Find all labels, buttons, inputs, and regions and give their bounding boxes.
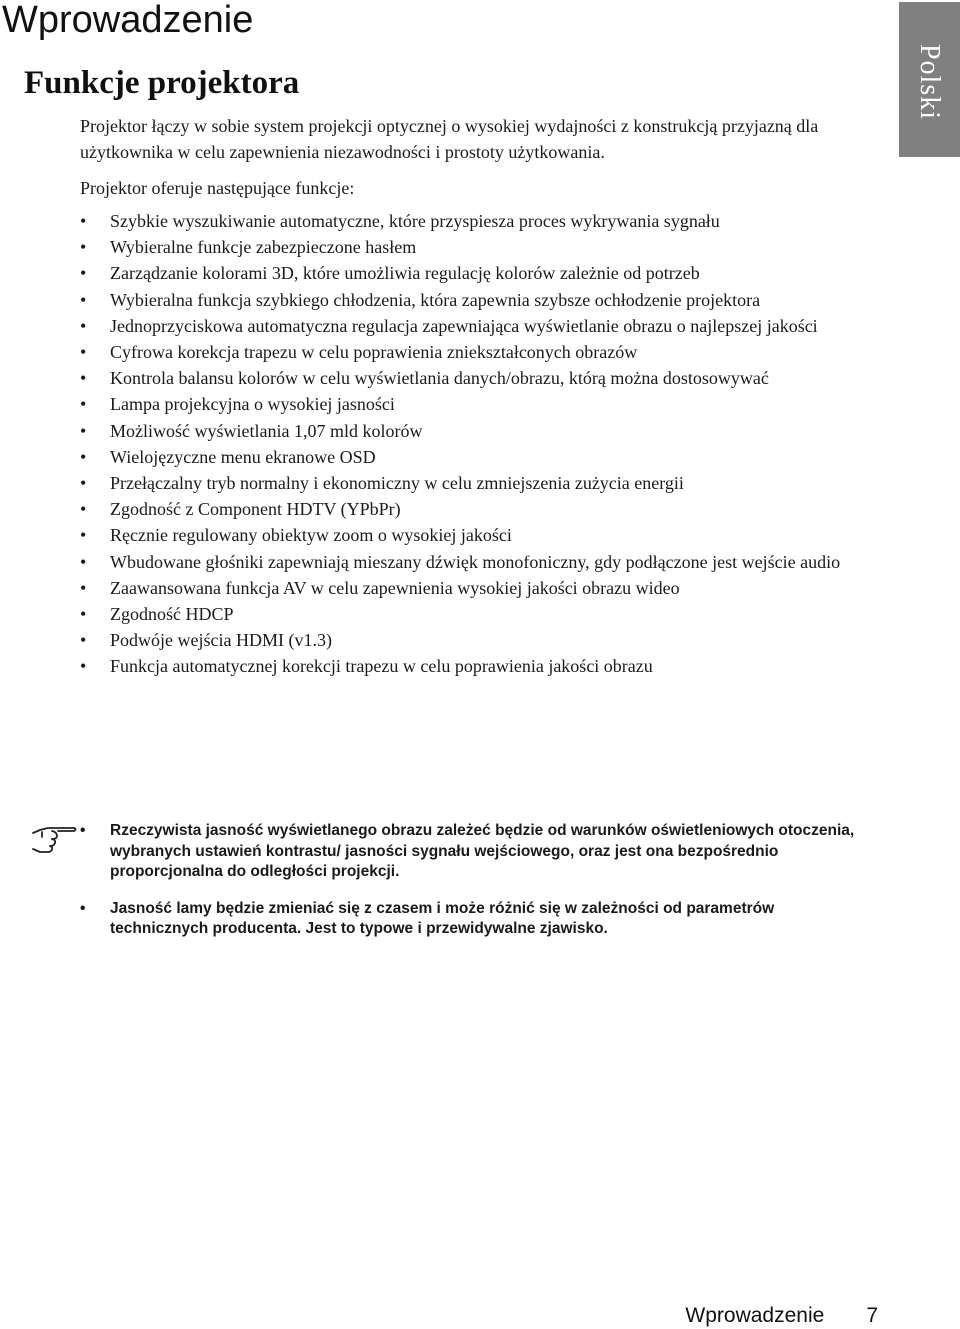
footer-page-number: 7 bbox=[866, 1304, 878, 1327]
note-item bbox=[80, 821, 870, 883]
language-tab bbox=[899, 2, 960, 157]
feature-item bbox=[80, 313, 880, 339]
feature-item bbox=[80, 601, 880, 627]
feature-item bbox=[80, 522, 880, 548]
bullet-icon: • bbox=[80, 604, 87, 625]
feature-text: Zgodność HDCP bbox=[110, 604, 234, 625]
feature-item bbox=[80, 627, 880, 653]
bullet-icon: • bbox=[80, 656, 87, 677]
feature-text: Wbudowane głośniki zapewniają mieszany dźwięk monofoniczny, gdy podłączone jest wejście audio bbox=[110, 551, 841, 572]
feature-text: Wielojęzyczne menu ekranowe OSD bbox=[110, 446, 376, 467]
feature-item bbox=[80, 496, 880, 522]
feature-text: Jednoprzyciskowa automatyczna regulacja zapewniająca wyświetlanie obrazu o najlepszej jakości bbox=[110, 315, 818, 336]
feature-text: Kontrola balansu kolorów w celu wyświetlania danych/obrazu, którą można dostosowywać bbox=[110, 368, 769, 389]
feature-item bbox=[80, 653, 880, 679]
bullet-icon: • bbox=[80, 342, 87, 363]
pointing-hand-icon bbox=[30, 820, 80, 856]
bullet-icon: • bbox=[80, 446, 87, 467]
feature-text: Wybieralne funkcje zabezpieczone hasłem bbox=[110, 237, 417, 258]
bullet-icon: • bbox=[80, 822, 86, 839]
bullet-icon: • bbox=[80, 211, 87, 231]
bullet-icon: • bbox=[80, 420, 87, 441]
feature-item bbox=[80, 287, 880, 313]
bullet-icon: • bbox=[80, 394, 87, 415]
feature-item bbox=[80, 391, 880, 417]
features-list bbox=[80, 208, 880, 680]
feature-item bbox=[80, 365, 880, 391]
feature-item bbox=[80, 418, 880, 444]
bullet-icon: • bbox=[80, 263, 87, 284]
features-lead: Projektor oferuje następujące funkcje: bbox=[80, 178, 355, 198]
feature-text: Przełączalny tryb normalny i ekonomiczny w celu zmniejszenia zużycia energii bbox=[110, 473, 684, 494]
feature-text: Funkcja automatycznej korekcji trapezu w celu poprawienia jakości obrazu bbox=[110, 656, 653, 677]
bullet-icon: • bbox=[80, 368, 87, 389]
bullet-icon: • bbox=[80, 630, 87, 651]
bullet-icon: • bbox=[80, 551, 87, 572]
feature-item bbox=[80, 339, 880, 365]
feature-text: Podwóje wejścia HDMI (v1.3) bbox=[110, 630, 332, 651]
bullet-icon: • bbox=[80, 289, 87, 310]
feature-text: Zarządzanie kolorami 3D, które umożliwia regulację kolorów zależnie od potrzeb bbox=[110, 263, 700, 284]
feature-item bbox=[80, 470, 880, 496]
section-title: Funkcje projektora bbox=[24, 65, 300, 101]
bullet-icon: • bbox=[80, 237, 87, 258]
feature-text: Ręcznie regulowany obiektyw zoom o wysokiej jakości bbox=[110, 525, 512, 546]
page-footer bbox=[685, 1303, 878, 1329]
feature-item bbox=[80, 234, 880, 260]
bullet-icon: • bbox=[80, 577, 87, 598]
feature-item bbox=[80, 208, 880, 234]
bullet-icon: • bbox=[80, 473, 87, 494]
intro-paragraph: Projektor łączy w sobie system projekcji optycznej o wysokiej wydajności z konstrukcją przyjazną dla użytkownika w celu zapewnienia niezawodności i prostoty użytkowania. bbox=[80, 116, 819, 162]
bullet-icon: • bbox=[80, 315, 87, 336]
bullet-icon: • bbox=[80, 499, 87, 520]
bullet-icon: • bbox=[80, 899, 86, 917]
note-text: Jasność lamy będzie zmieniać się z czasem i może różnić się w zależności od parametrów technicznych producenta. Jest to typowe i przewidywalne zjawisko. bbox=[110, 899, 775, 937]
feature-item bbox=[80, 549, 880, 575]
feature-text: Zgodność z Component HDTV (YPbPr) bbox=[110, 499, 401, 520]
footer-section-name: Wprowadzenie bbox=[685, 1304, 825, 1327]
feature-item bbox=[80, 575, 880, 601]
language-tab-label: Polski bbox=[914, 43, 945, 121]
bullet-icon: • bbox=[80, 525, 87, 546]
feature-text: Lampa projekcyjna o wysokiej jasności bbox=[110, 394, 395, 415]
note-text: Rzeczywista jasność wyświetlanego obrazu zależeć będzie od warunków oświetleniowych otoczenia, wybranych ustawień kontrastu/ jasności sygnału wejściowego, oraz jest ona bezpośrednio proporcjonalna do odległości projekcji. bbox=[110, 822, 855, 880]
note-item bbox=[80, 899, 870, 940]
feature-text: Możliwość wyświetlania 1,07 mld kolorów bbox=[110, 420, 423, 441]
notes-list bbox=[80, 821, 870, 940]
feature-item bbox=[80, 444, 880, 470]
feature-item bbox=[80, 260, 880, 286]
feature-text: Wybieralna funkcja szybkiego chłodzenia, która zapewnia szybsze ochłodzenie projektora bbox=[110, 289, 761, 310]
feature-text: Zaawansowana funkcja AV w celu zapewnienia wysokiej jakości obrazu wideo bbox=[110, 577, 680, 598]
feature-text: Szybkie wyszukiwanie automatyczne, które przyspiesza proces wykrywania sygnału bbox=[110, 211, 720, 231]
chapter-title: Wprowadzenie bbox=[2, 0, 254, 41]
feature-text: Cyfrowa korekcja trapezu w celu poprawienia zniekształconych obrazów bbox=[110, 342, 638, 363]
